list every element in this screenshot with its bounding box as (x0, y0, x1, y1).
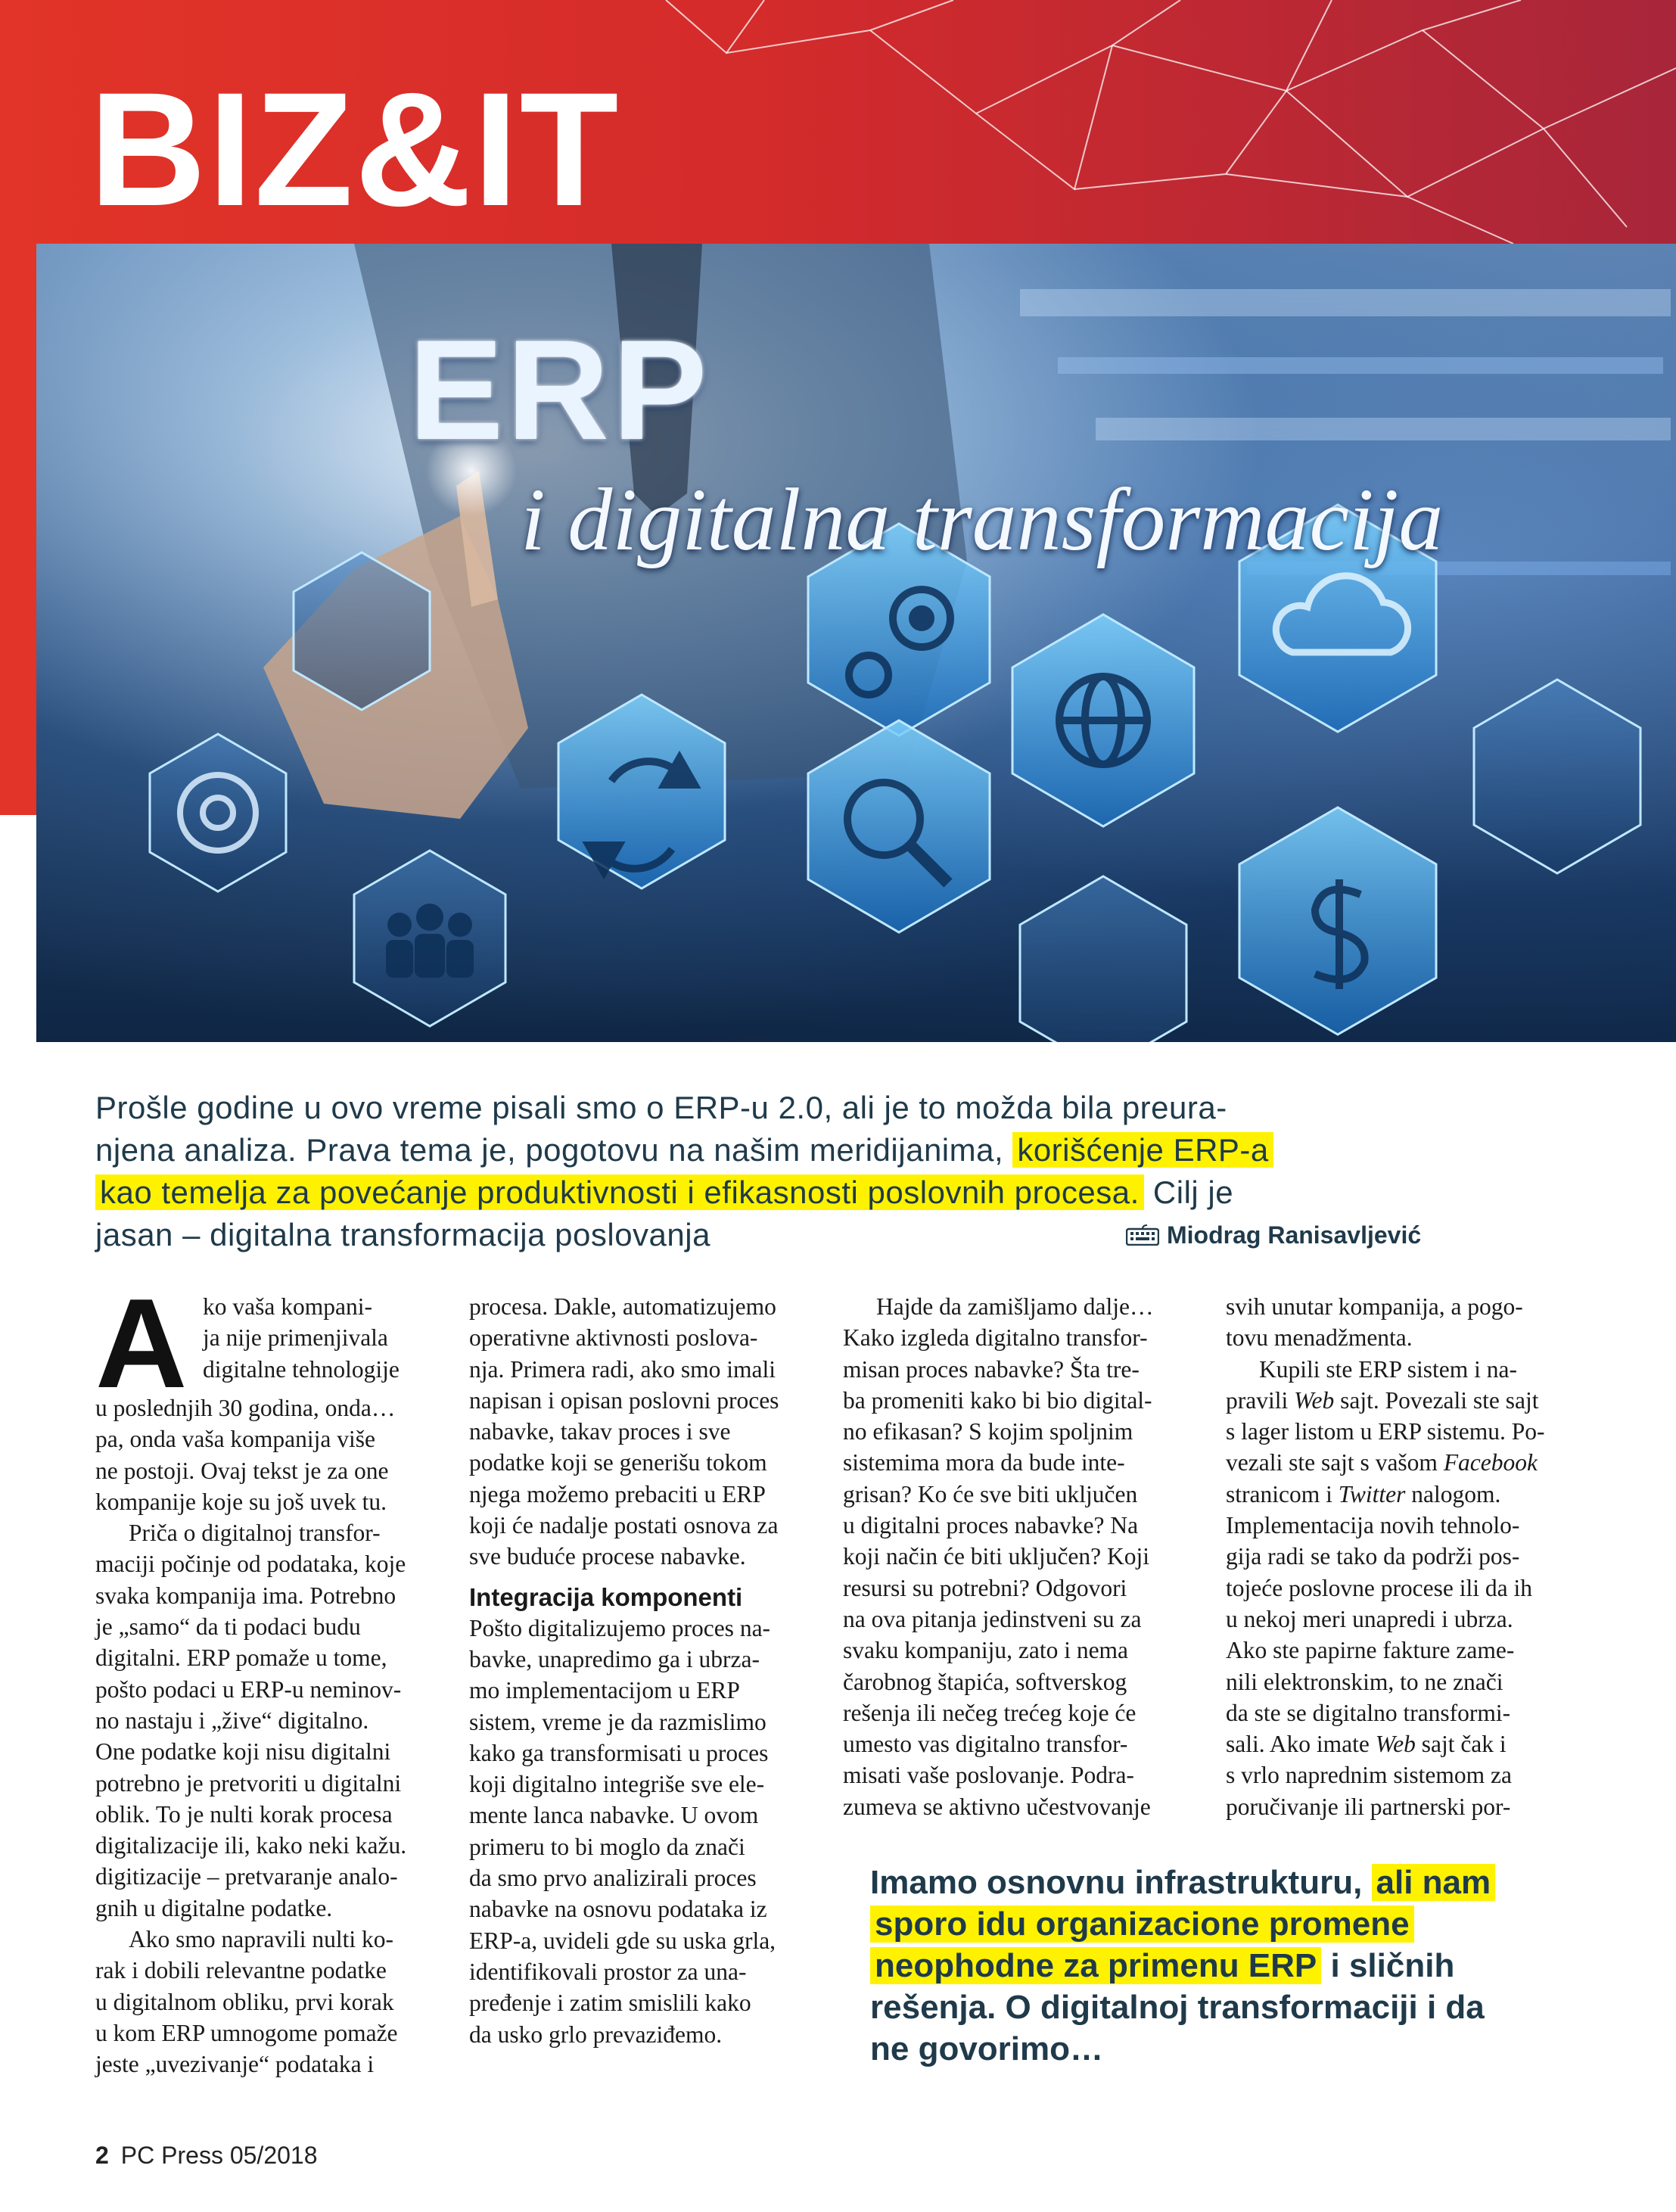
text-line: mo implementacijom u ERP (469, 1677, 740, 1704)
text-line: ko vaša kompani- (203, 1293, 372, 1320)
text-line: umesto vas digitalno transfor- (843, 1731, 1128, 1758)
issue-label: PC Press 05/2018 (120, 2142, 318, 2169)
text-line: koji način će biti uključen? Koji (843, 1543, 1150, 1570)
text-line: operativne aktivnosti poslova- (469, 1324, 758, 1352)
text-line: svaka kompanija ima. Potrebno (95, 1582, 396, 1609)
text-line: misan proces nabavke? Šta tre- (843, 1355, 1140, 1383)
author-name: Miodrag Ranisavljević (1167, 1221, 1422, 1249)
text-line: da ste se digitalno transformi- (1226, 1699, 1511, 1726)
text-line: primeru to bi moglo da znači (469, 1833, 745, 1860)
text-line: napisan i opisan poslovni proces (469, 1386, 779, 1414)
text-line: gnih u digitalne podatke. (95, 1894, 333, 1921)
text-line: vezali ste sajt s vašom Facebook (1226, 1449, 1538, 1476)
text-line: Pošto digitalizujemo proces na- (469, 1614, 771, 1641)
keyboard-icon (1126, 1224, 1159, 1246)
page-footer (95, 2139, 318, 2172)
text-line: no nastaju i „žive“ digitalno. (95, 1706, 369, 1734)
text-line: sistem, vreme je da razmislimo (469, 1708, 766, 1735)
article-column-4 (1226, 1291, 1559, 1822)
text-line: Kupili ste ERP sistem i na- (1259, 1355, 1517, 1383)
text-line: Kako izgleda digitalno transfor- (843, 1324, 1148, 1352)
text-line: nabavke, takav proces i sve (469, 1418, 731, 1445)
text-line: čarobnog štapića, softverskog (843, 1668, 1127, 1695)
people-icon (386, 904, 474, 978)
text-line: svaku kompaniju, zato i nema (843, 1637, 1129, 1664)
text-line: sali. Ako imate Web sajt čak i (1226, 1731, 1507, 1758)
text-line: grisan? Ko će sve biti uključen (843, 1480, 1138, 1507)
header-band (0, 0, 1676, 244)
article-column-3 (843, 1291, 1176, 1822)
text-line: Hajde da zamišljamo dalje… (876, 1293, 1154, 1320)
section-title: BIZ&IT (89, 59, 620, 240)
text-line: svih unutar kompanija, a pogo- (1226, 1293, 1523, 1320)
text-line: no efikasan? S kojim spoljnim (843, 1418, 1133, 1445)
text-line: stranicom i Twitter nalogom. (1226, 1480, 1501, 1507)
lead-line: njena analiza. Prava tema je, pogotovu na našim meridijanima, korišćenje ERP-a (95, 1129, 1578, 1171)
article-column-1 (95, 1272, 428, 2080)
lead-line: Prošle godine u ovo vreme pisali smo o ERP-u 2.0, ali je to možda bila preura- (95, 1090, 1227, 1125)
text-line: s vrlo naprednim sistemom za (1226, 1762, 1512, 1789)
text-line: pređenje i zatim smislili kako (469, 1990, 751, 2017)
text-line: procesa. Dakle, automatizujemo (469, 1293, 776, 1320)
text-line: rešenja ili nečeg trećeg koje će (843, 1699, 1137, 1726)
text-line: Implementacija novih tehnolo- (1226, 1512, 1520, 1539)
text-line: sve buduće procese nabavke. (469, 1543, 746, 1570)
text-line: nili elektronskim, to ne znači (1226, 1668, 1503, 1695)
lead-highlight: kao temelja za povećanje produktivnosti i efikasnosti poslovnih procesa. (95, 1174, 1144, 1210)
text-line: u nekoj meri unapredi i ubrza. (1226, 1605, 1513, 1632)
lead-line: kao temelja za povećanje produktivnosti i efikasnosti poslovnih procesa. Cilj je (95, 1171, 1578, 1214)
text-line: digitalni. ERP pomaže u tome, (95, 1644, 387, 1672)
text-line: potrebno je pretvoriti u digitalni (95, 1769, 402, 1797)
quote-line: Imamo osnovnu infrastrukturu, ali nam (870, 1862, 1581, 1903)
text-line: oblik. To je nulti korak procesa (95, 1800, 393, 1828)
text-line: tojeće poslovne procese ili da ih (1226, 1574, 1532, 1601)
quote-line: neophodne za primenu ERP i sličnih (870, 1945, 1581, 1986)
text-line: resursi su potrebni? Odgovori (843, 1574, 1127, 1601)
text-line: pa, onda vaša kompanija više (95, 1426, 376, 1453)
text-line: u kom ERP umnogome pomaže (95, 2019, 398, 2046)
text-line: sistemima mora da bude inte- (843, 1449, 1125, 1476)
lead-line: jasan – digitalna transformacija poslovanja (95, 1217, 711, 1252)
text-line: digitalne tehnologije (203, 1355, 400, 1383)
text-line: u poslednjih 30 godina, onda… (95, 1395, 396, 1421)
section-subheading: Integracija komponenti (469, 1582, 743, 1611)
quote-highlight: ali nam (1372, 1864, 1496, 1901)
text-line: kako ga transformisati u proces (469, 1739, 769, 1766)
text-line: misati vaše poslovanje. Podra- (843, 1762, 1134, 1789)
quote-line: ne govorimo… (870, 2030, 1104, 2067)
text-line: ba promeniti kako bi bio digital- (843, 1386, 1152, 1414)
text-line: Ako ste papirne fakture zame- (1226, 1637, 1515, 1664)
text-line: njega možemo prebaciti u ERP (469, 1480, 766, 1507)
hero-image (36, 244, 1676, 1042)
text-line: je „samo“ da ti podaci budu (95, 1613, 361, 1641)
hero-illustration (36, 244, 1676, 1042)
text-line: jeste „uvezivanje“ podataka i (95, 2051, 375, 2078)
text-line: kompanije koje su još uvek tu. (95, 1488, 387, 1515)
text-line: digitizacije – pretvaranje analo- (95, 1863, 398, 1890)
quote-highlight: neophodne za primenu ERP (870, 1947, 1321, 1984)
text-line: One podatke koji nisu digitalni (95, 1738, 391, 1766)
text-line: ja nije primenjivala (203, 1324, 388, 1352)
hero-title: ERP (409, 310, 711, 469)
text-line: bavke, unapredimo ga i ubrza- (469, 1645, 760, 1672)
author-byline (1126, 1217, 1421, 1253)
text-line: ne postoji. Ovaj tekst je za one (95, 1457, 389, 1484)
text-line: poručivanje ili partnerski por- (1226, 1793, 1511, 1820)
text-line: na ova pitanja jedinstveni su za (843, 1605, 1142, 1632)
page-number: 2 (95, 2142, 109, 2169)
article-column-2 (469, 1291, 802, 2050)
text-line: Priča o digitalnoj transfor- (129, 1520, 381, 1547)
text-line: koji digitalno integriše sve ele- (469, 1771, 765, 1798)
lead-highlight: korišćenje ERP-a (1012, 1132, 1273, 1168)
quote-line: rešenja. O digitalnoj transformaciji i da (870, 1989, 1485, 2026)
text-line: Ako smo napravili nulti ko- (129, 1926, 393, 1953)
text-line: s lager listom u ERP sistemu. Po- (1226, 1418, 1545, 1445)
text-line: da usko grlo prevaziđemo. (469, 2021, 723, 2048)
quote-highlight: sporo idu organizacione promene (870, 1906, 1414, 1943)
text-line: maciji počinje od podataka, koje (95, 1551, 406, 1578)
pull-quote (870, 1862, 1581, 2070)
text-line: u digitalnom obliku, prvi korak (95, 1988, 394, 2015)
text-line: podatke koji se generišu tokom (469, 1449, 767, 1476)
hero-subtitle: i digitalna transformacija (521, 470, 1444, 569)
text-line: nja. Primera radi, ako smo imali (469, 1355, 776, 1383)
text-line: pravili Web sajt. Povezali ste sajt (1226, 1386, 1539, 1414)
text-line: mente lanca nabavke. U ovom (469, 1802, 759, 1829)
text-line: identifikovali prostor za una- (469, 1958, 747, 1985)
text-line: pošto podaci u ERP-u neminov- (95, 1675, 402, 1703)
text-line: koji će nadalje postati osnova za (469, 1512, 779, 1539)
text-line: rak i dobili relevantne podatke (95, 1957, 387, 1984)
drop-cap: A (95, 1272, 188, 1414)
text-line: ERP-a, uvideli gde su uska grla, (469, 1927, 776, 1954)
text-line: u digitalni proces nabavke? Na (843, 1512, 1139, 1539)
text-line: nabavke na osnovu podataka iz (469, 1896, 767, 1923)
text-line: digitalizacije ili, kako neki kažu. (95, 1832, 407, 1859)
text-line: zumeva se aktivno učestvovanje (843, 1793, 1151, 1820)
text-line: da smo prvo analizirali proces (469, 1865, 757, 1892)
quote-line (870, 1903, 1581, 1945)
text-line: gija radi se tako da podrži pos- (1226, 1543, 1520, 1570)
text-line: tovu menadžmenta. (1226, 1324, 1413, 1352)
